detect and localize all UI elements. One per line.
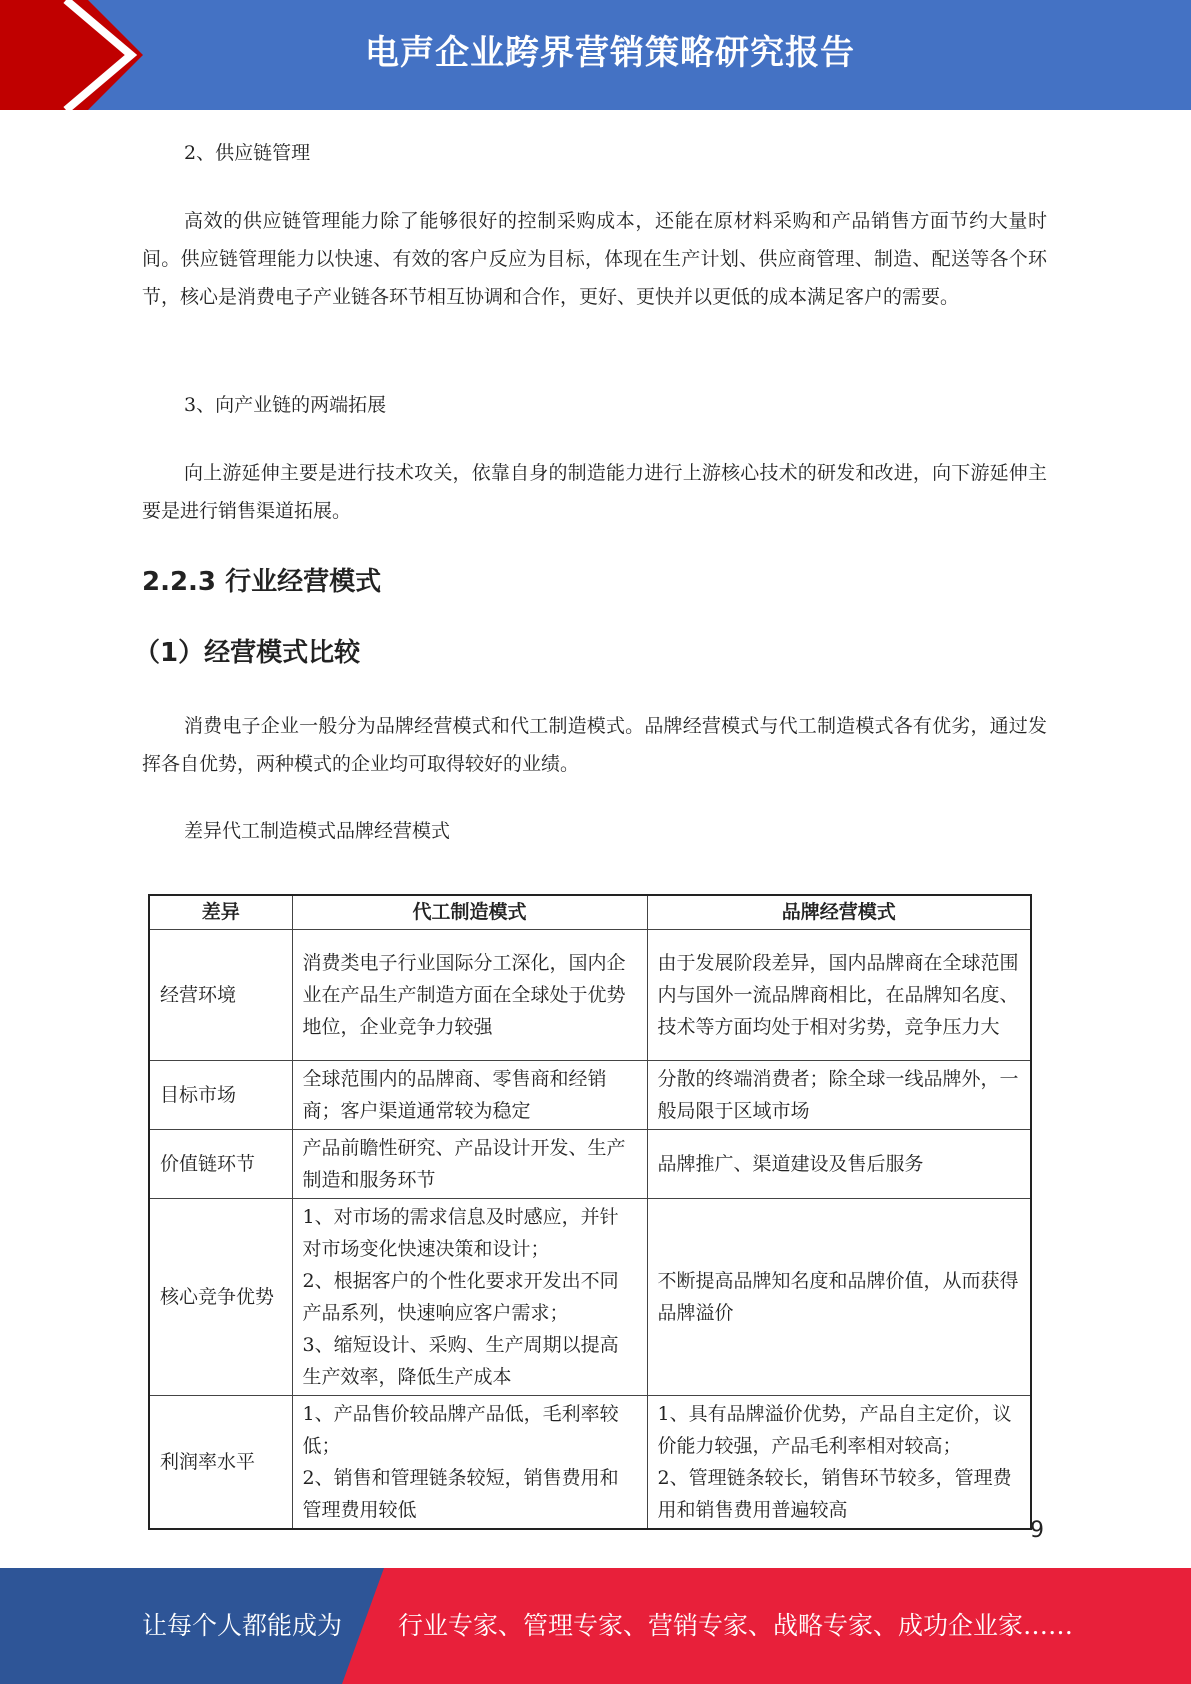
- paragraph-supply-chain-body: 高效的供应链管理能力除了能够很好的控制采购成本，还能在原材料采购和产品销售方面节约大量时间。供应链管理能力以快速、有效的客户反应为目标，体现在生产计划、供应商管理、制造、配送等各个环节，核心是消费电子产业链各环节相互协调和合作，更好、更快并以更低的成本满足客户的需要。: [142, 210, 1047, 308]
- table-cell: 1、产品售价较品牌产品低，毛利率较低； 2、销售和管理链条较短，销售费用和管理费用较低: [292, 1395, 647, 1529]
- table-caption: 差异代工制造模式品牌经营模式: [184, 820, 451, 842]
- paragraph-industry-chain-heading: 3、向产业链的两端拓展: [184, 394, 387, 416]
- section-heading: 2.2.3 行业经营模式: [142, 567, 382, 597]
- table-row: [149, 1060, 1031, 1129]
- table-row: [149, 1395, 1031, 1529]
- paragraph-supply-chain-heading: 2、供应链管理: [184, 142, 311, 164]
- footer-slogan-left: 让每个人都能成为: [142, 1611, 343, 1640]
- table-row: [149, 929, 1031, 1060]
- table-cell: 品牌推广、渠道建设及售后服务: [647, 1129, 1031, 1198]
- table-cell: 价值链环节: [149, 1129, 292, 1198]
- table-row: [149, 1198, 1031, 1395]
- paragraph-industry-chain-body: 向上游延伸主要是进行技术攻关，依靠自身的制造能力进行上游核心技术的研发和改进，向下游延伸主要是进行销售渠道拓展。: [142, 462, 1047, 522]
- page-header: [0, 0, 1191, 110]
- column-header: 代工制造模式: [292, 895, 647, 929]
- table-cell: 全球范围内的品牌商、零售商和经销商；客户渠道通常较为稳定: [292, 1060, 647, 1129]
- page-number: 9: [1030, 1518, 1044, 1543]
- table-cell: 消费类电子行业国际分工深化，国内企业在产品生产制造方面在全球处于优势地位，企业竞争力较强: [292, 929, 647, 1060]
- table-cell: 1、具有品牌溢价优势，产品自主定价，议价能力较强，产品毛利率相对较高； 2、管理链条较长，销售环节较多，管理费用和销售费用普遍较高: [647, 1395, 1031, 1529]
- column-header: 品牌经营模式: [647, 895, 1031, 929]
- column-header: 差异: [149, 895, 292, 929]
- page-footer: [0, 1568, 1191, 1684]
- footer-slogan-right: 行业专家、管理专家、营销专家、战略专家、成功企业家……: [398, 1611, 1074, 1640]
- table-cell: 分散的终端消费者；除全球一线品牌外，一般局限于区域市场: [647, 1060, 1031, 1129]
- table-cell: 经营环境: [149, 929, 292, 1060]
- table-cell: 不断提高品牌知名度和品牌价值，从而获得品牌溢价: [647, 1198, 1031, 1395]
- table-header-row: [149, 895, 1031, 929]
- table-cell: 1、对市场的需求信息及时感应，并针对市场变化快速决策和设计； 2、根据客户的个性化要求开发出不同产品系列，快速响应客户需求； 3、缩短设计、采购、生产周期以提高生产效率，降低生产成本: [292, 1198, 647, 1395]
- table-cell: 产品前瞻性研究、产品设计开发、生产制造和服务环节: [292, 1129, 647, 1198]
- subsection-heading: （1）经营模式比较: [134, 638, 361, 668]
- paragraph-business-models: 消费电子企业一般分为品牌经营模式和代工制造模式。品牌经营模式与代工制造模式各有优劣，通过发挥各自优势，两种模式的企业均可取得较好的业绩。: [142, 715, 1047, 775]
- report-title: 电声企业跨界营销策略研究报告: [365, 33, 855, 73]
- table-cell: 目标市场: [149, 1060, 292, 1129]
- table-cell: 由于发展阶段差异，国内品牌商在全球范围内与国外一流品牌商相比，在品牌知名度、技术等方面均处于相对劣势，竞争压力大: [647, 929, 1031, 1060]
- comparison-table: [148, 894, 1032, 1530]
- table-cell: 利润率水平: [149, 1395, 292, 1529]
- table-cell: 核心竞争优势: [149, 1198, 292, 1395]
- table-row: [149, 1129, 1031, 1198]
